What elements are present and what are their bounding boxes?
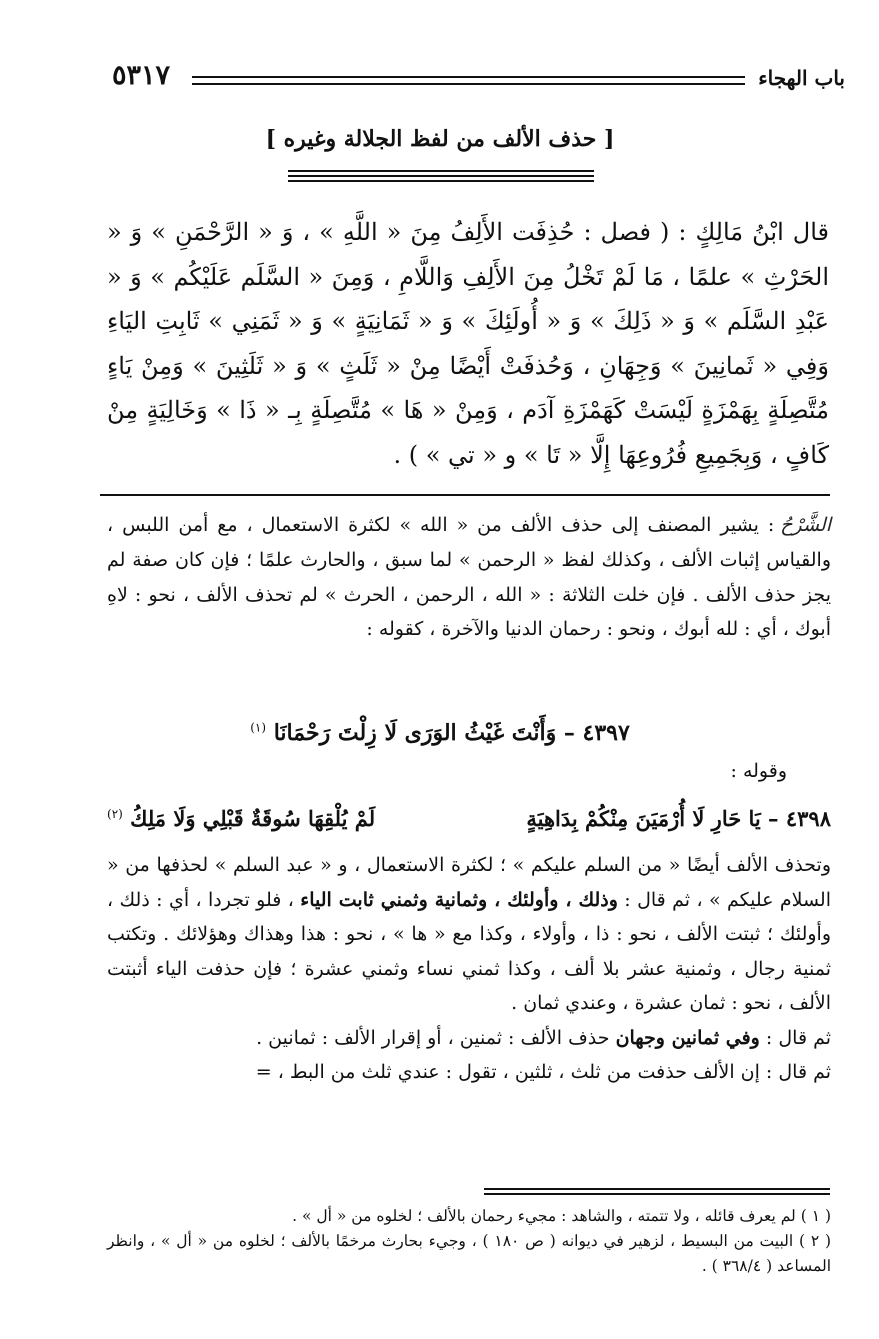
paragraph-1-quote: وذلك ، وأولئك ، وثمانية وثمني ثابت الياء [300, 888, 618, 911]
footnote-1: ( ١ ) لم يعرف قائله ، ولا تتمته ، والشاهد : مجيء رحمان بالألف ؛ لخلوه من « أل » . [292, 1207, 831, 1225]
verse-4398-hemistich-2: لَمْ يُلْقِهَا سُوقَةٌ قَبْلِي وَلَا مَلِكُ [130, 806, 376, 831]
section-title: [ حذف الألف من لفظ الجلالة وغيره ] [265, 126, 615, 152]
verse-4398-number: ٤٣٩٨ [785, 806, 831, 831]
commentary-body [107, 848, 831, 1090]
verse-4397-text: ٤٣٩٧ – وَأَنْتَ غَيْثُ الوَرَى لَا زِلْتَ رَحْمَانَا [273, 720, 630, 746]
footnote-2: ( ٢ ) البيت من البسيط ، لزهير في ديوانه ( ص ١٨٠ ) ، وجيء بحارث مرخمًا بالألف ؛ لخلوه من « أل » ، وانظر المساعد ( ٣٦٨/٤ ) . [107, 1232, 831, 1275]
paragraph-2 [107, 1021, 831, 1056]
waqawluh: وقوله : [730, 760, 787, 782]
matn-rule [100, 494, 830, 496]
title-rules [288, 170, 594, 187]
page-header [110, 60, 845, 100]
sharh-paragraph [107, 508, 831, 647]
paragraph-2-c: حذف الألف : ثمنين ، أو إقرار الألف : ثمانين . [256, 1026, 610, 1049]
sharh-text: : يشير المصنف إلى حذف الألف من « الله » لكثرة الاستعمال ، مع أمن اللبس ، والقياس إثبات الألف ، وكذلك لفظ « الرحمن » لما سبق ، والحارث علمًا ؛ فإن كان صفة لم يجز حذف الألف . فإن خلت الثلاثة : « الله ، الرحمن ، الحرث » لم تحذف الألف ، نحو : لاهِ أبوك ، أي : لله أبوك ، ونحو : رحمان الدنيا والآخرة ، كقوله : [107, 514, 831, 641]
footnote-ref-2: (٢) [107, 807, 123, 821]
paragraph-3: ثم قال : إن الألف حذفت من ثلث ، ثلثين ، تقول : عندي ثلث من البط ، = [255, 1061, 831, 1083]
paragraph-1 [107, 848, 831, 1021]
footnotes [107, 1204, 831, 1279]
verse-4398-hemistich-1: – يَا حَارِ لَا أُرْمَيَنَ مِنْكُمْ بِدَاهِيَةٍ [526, 806, 779, 831]
chapter-title: باب الهجاء [758, 66, 845, 90]
paragraph-1-c: ، فلو تجردا ، أي : ذلك ، وأولئك ؛ ثبتت الألف ، نحو : ذا ، وأولاء ، وكذا مع « ها » ، نحو : هذا وهذاك وهؤلائك . وتكتب ثمنية رجال ، وثمنية عشر بلا ألف ، وكذا ثمني نساء وثمني عشرة ؛ فإن حذفت الياء أثبتت الألف ، نحو : ثمان عشرة ، وعندي ثمان . [107, 888, 831, 1014]
verse-4398-first-hemistich [526, 806, 831, 831]
paragraph-1-a: وتحذف الألف أيضًا « من السلم عليكم » ؛ لكثرة الاستعمال ، و « عبد السلم » لحذفها من « السلام عليكم » ، ثم قال : [107, 854, 832, 911]
sharh-label: الشَّرْحُ [780, 514, 831, 536]
matn-text: قال ابْنُ مَالِكٍ : ( فصل : حُذِفَت الأَلِفُ مِنَ « اللَّهِ » ، وَ « الرَّحْمَنِ » وَ « الحَرْثِ » علمًا ، مَا لَمْ تَخْلُ مِنَ الأَلِفِ وَاللَّامِ ، وَمِنَ « السَّلَم عَلَيْكُم » وَ « عَبْدِ السَّلَم » وَ « ذَلِكَ » وَ « أُولَئِكَ » وَ « ثَمَانِيَةٍ » وَ « ثَمَنِي » ثَابِتِ اليَاءِ وَفِي « ثَمانِينَ » وَجِهَانِ ، وَحُذفَتْ أَيْضًا مِنْ « ثَلَثٍ » وَ « ثَلَثِينَ » وَمِنْ يَاءٍ مُتَّصِلَةٍ بِهَمْزَةٍ لَيْسَتْ كَهَمْزَةِ آدَم ، وَمِنْ « هَا » مُتَّصِلَةٍ بِـ « ذَا » وَخَالِيَةٍ مِنْ كَافٍ ، وَبِجَمِيعِ فُرُوعِهَا إِلَّا « تَا » و « تي » ) . [107, 218, 829, 469]
footnote-rules [484, 1188, 830, 1198]
paragraph-2-quote: وفي ثمانين وجهان [615, 1026, 760, 1049]
footnote-ref-1: (١) [250, 720, 267, 735]
verse-4398-second-hemistich [107, 806, 375, 831]
page-number: ٥٣١٧ [112, 60, 171, 91]
header-rule [192, 76, 745, 85]
paragraph-2-a: ثم قال : [765, 1026, 831, 1049]
verse-4397 [210, 720, 670, 746]
